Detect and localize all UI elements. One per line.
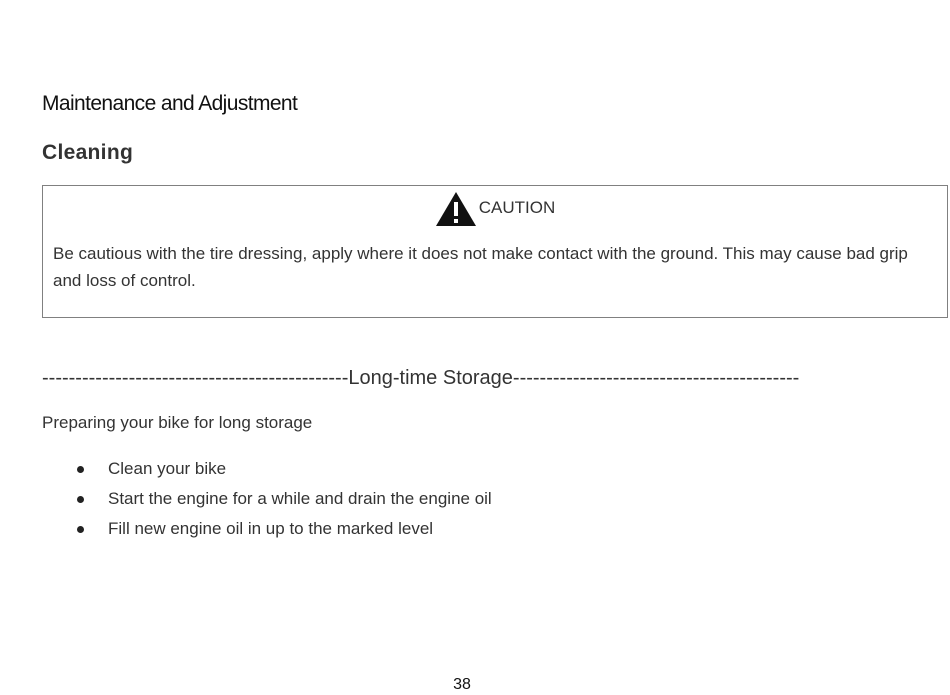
section-title: Maintenance and Adjustment <box>42 92 298 115</box>
page-number: 38 <box>453 676 471 693</box>
caution-text: Be cautious with the tire dressing, apply where it does not make contact with the ground. This may cause bad grip and loss of control. <box>53 244 908 290</box>
caution-box <box>42 185 948 318</box>
storage-intro: Preparing your bike for long storage <box>42 413 313 432</box>
storage-heading: ----------------------------------------------Long-time Storage------------------------------------------- <box>42 367 800 389</box>
warning-triangle-icon <box>435 191 477 227</box>
caution-label: CAUTION <box>478 198 556 217</box>
bullet-icon <box>77 496 84 503</box>
list-item-label: Start the engine for a while and drain the engine oil <box>108 489 492 508</box>
list-item-label: Clean your bike <box>108 459 227 478</box>
caution-header <box>43 191 947 227</box>
bullet-icon <box>77 526 84 533</box>
bullet-icon <box>77 466 84 473</box>
list-item-label: Fill new engine oil in up to the marked level <box>108 519 434 538</box>
subsection-title: Cleaning <box>42 141 134 164</box>
